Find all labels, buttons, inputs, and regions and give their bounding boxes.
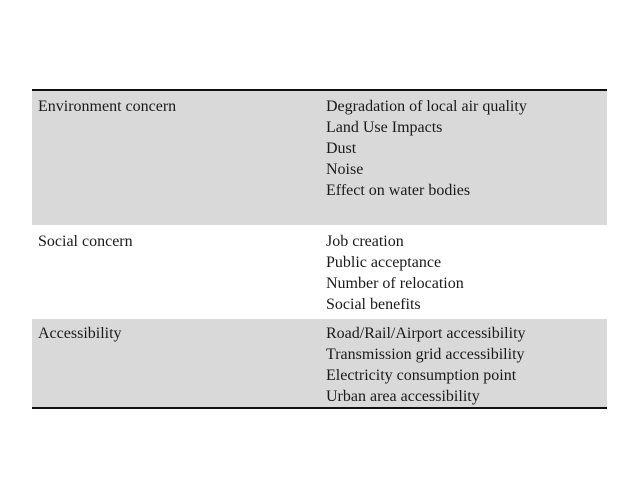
table-row-social	[32, 225, 607, 319]
category-cell: Environment concern	[38, 98, 177, 115]
items-cell	[326, 96, 527, 201]
list-item: Noise	[326, 161, 364, 178]
list-item: Effect on water bodies	[326, 182, 471, 199]
list-item: Public acceptance	[326, 254, 442, 271]
list-item: Land Use Impacts	[326, 119, 443, 136]
table-row-environment	[32, 91, 607, 225]
list-item: Urban area accessibility	[326, 388, 480, 405]
criteria-table	[32, 89, 607, 409]
list-item: Electricity consumption point	[326, 367, 517, 384]
list-item: Transmission grid accessibility	[326, 346, 525, 363]
category-cell: Social concern	[38, 233, 133, 250]
list-item: Number of relocation	[326, 275, 464, 292]
list-item: Job creation	[326, 233, 404, 250]
list-item: Road/Rail/Airport accessibility	[326, 325, 526, 342]
items-cell	[326, 323, 526, 407]
list-item: Social benefits	[326, 296, 421, 313]
items-cell	[326, 231, 464, 315]
table-row-accessibility	[32, 319, 607, 407]
list-item: Degradation of local air quality	[326, 98, 527, 115]
category-cell: Accessibility	[38, 325, 122, 342]
list-item: Dust	[326, 140, 357, 157]
